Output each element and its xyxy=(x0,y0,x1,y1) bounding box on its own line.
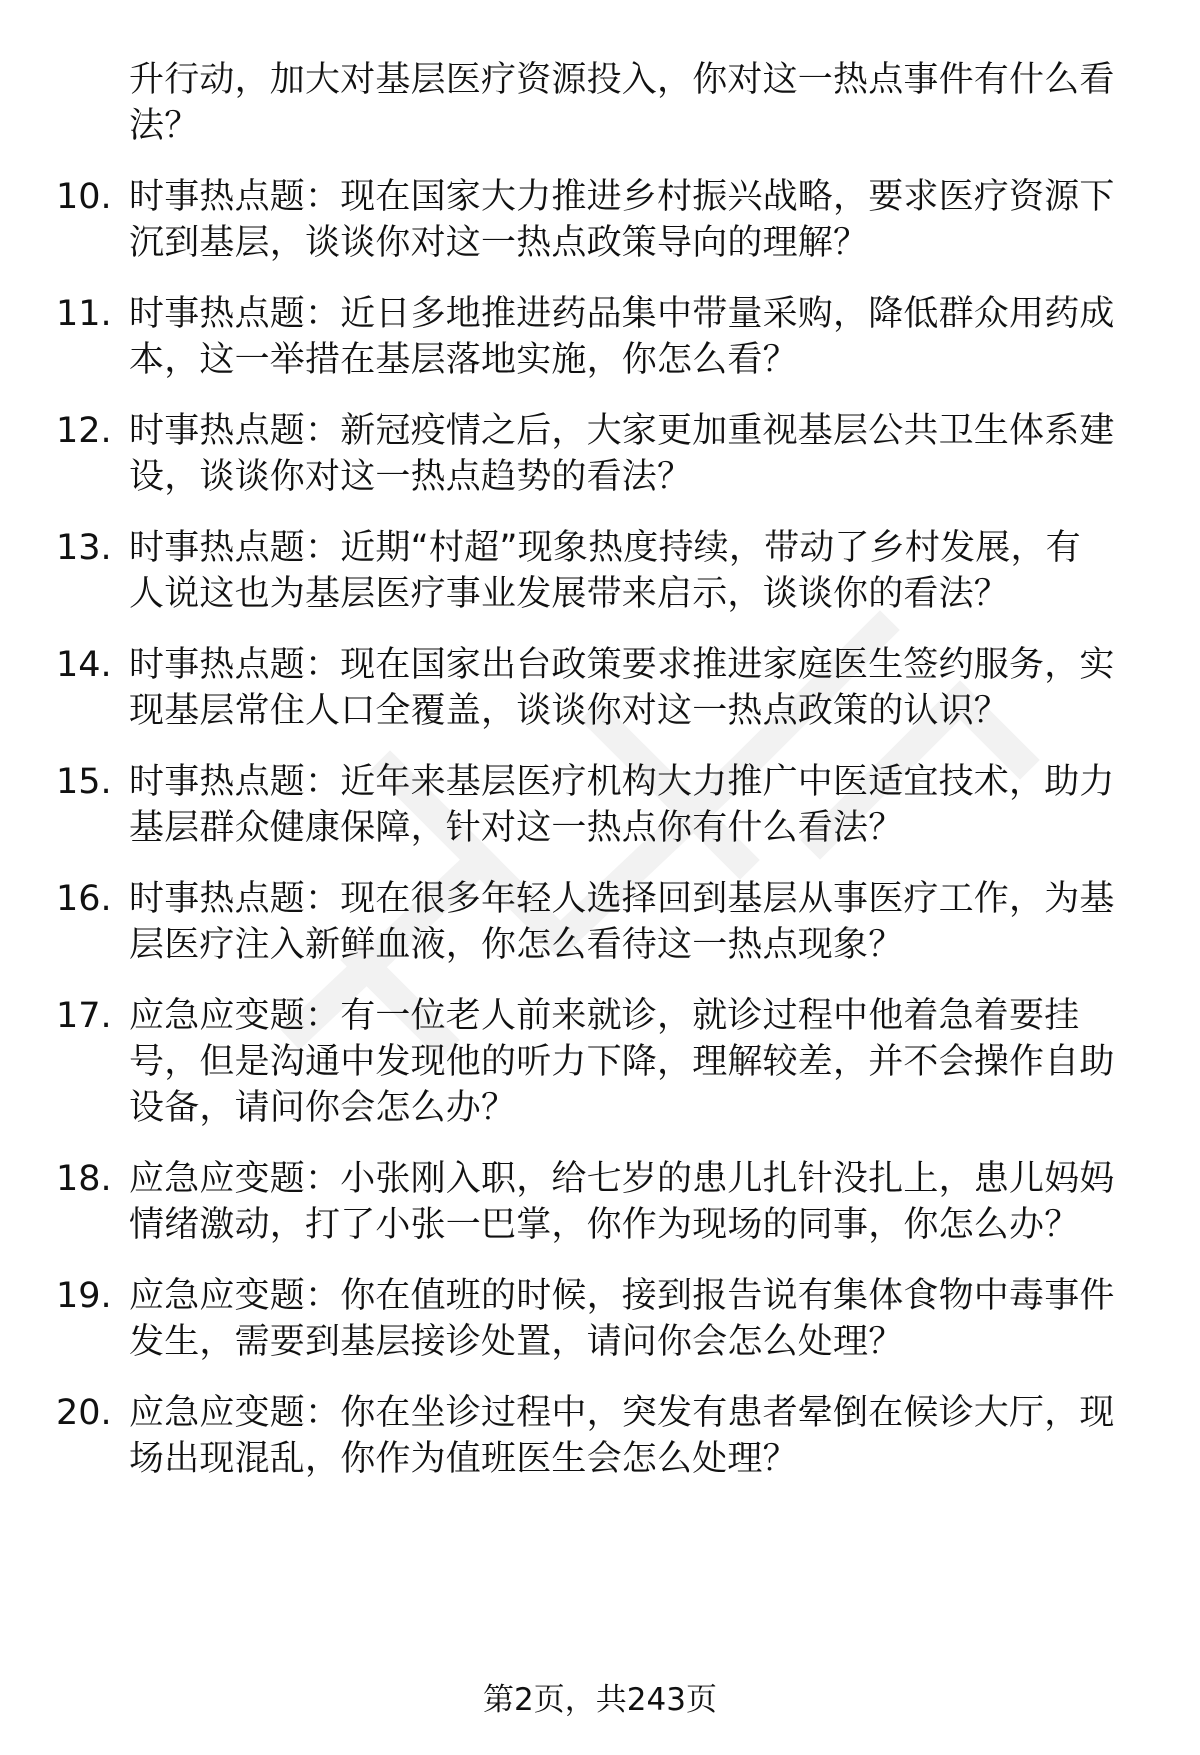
question-number: 18. xyxy=(56,1159,112,1199)
question-line: 时事热点题：现在国家大力推进乡村振兴战略，要求医疗资源下 xyxy=(129,177,1115,217)
question-line: 应急应变题：你在坐诊过程中，突发有患者晕倒在候诊大厅，现 xyxy=(129,1393,1115,1433)
question-line: 时事热点题：现在很多年轻人选择回到基层从事医疗工作，为基 xyxy=(129,879,1115,919)
question-line: 现基层常住人口全覆盖，谈谈你对这一热点政策的认识？ xyxy=(129,691,1010,731)
question-number: 15. xyxy=(56,762,112,802)
question-line: 人说这也为基层医疗事业发展带来启示，谈谈你的看法？ xyxy=(129,574,1010,614)
question-number: 10. xyxy=(56,177,112,217)
question-line: 应急应变题：你在值班的时候，接到报告说有集体食物中毒事件 xyxy=(129,1276,1115,1316)
question-number: 14. xyxy=(56,645,112,685)
question-number: 11. xyxy=(56,294,112,334)
question-line: 时事热点题：现在国家出台政策要求推进家庭医生签约服务，实 xyxy=(129,645,1115,685)
question-line: 基层群众健康保障，针对这一热点你有什么看法？ xyxy=(129,808,904,848)
question-line: 发生，需要到基层接诊处置，请问你会怎么处理？ xyxy=(129,1322,904,1362)
question-line: 场出现混乱，你作为值班医生会怎么处理？ xyxy=(129,1439,798,1479)
question-line: 应急应变题：有一位老人前来就诊，就诊过程中他着急着要挂 xyxy=(129,996,1080,1036)
question-line: 时事热点题：新冠疫情之后，大家更加重视基层公共卫生体系建 xyxy=(129,411,1115,451)
question-number: 16. xyxy=(56,879,112,919)
question-line: 时事热点题：近年来基层医疗机构大力推广中医适宜技术，助力 xyxy=(129,762,1115,802)
question-line: 时事热点题：近日多地推进药品集中带量采购，降低群众用药成 xyxy=(129,294,1115,334)
question-number: 12. xyxy=(56,411,112,451)
question-number: 13. xyxy=(56,528,112,568)
question-line: 沉到基层，谈谈你对这一热点政策导向的理解？ xyxy=(129,223,869,263)
question-line: 法？ xyxy=(129,106,200,146)
question-line: 号，但是沟通中发现他的听力下降，理解较差，并不会操作自助 xyxy=(129,1042,1115,1082)
question-number: 19. xyxy=(56,1276,112,1316)
question-line: 本，这一举措在基层落地实施，你怎么看？ xyxy=(129,340,798,380)
question-line: 设备，请问你会怎么办？ xyxy=(129,1088,517,1128)
page-indicator: 第2页，共243页 xyxy=(483,1682,717,1718)
question-line: 升行动，加大对基层医疗资源投入，你对这一热点事件有什么看 xyxy=(129,60,1115,100)
question-number: 20. xyxy=(56,1393,112,1433)
question-line: 设，谈谈你对这一热点趋势的看法？ xyxy=(129,457,693,497)
question-line: 情绪激动，打了小张一巴掌，你作为现场的同事，你怎么办？ xyxy=(129,1205,1080,1245)
question-line: 时事热点题：近期“村超”现象热度持续，带动了乡村发展，有 xyxy=(129,528,1081,568)
question-number: 17. xyxy=(56,996,112,1036)
question-line: 层医疗注入新鲜血液，你怎么看待这一热点现象？ xyxy=(129,925,904,965)
question-line: 应急应变题：小张刚入职，给七岁的患儿扎针没扎上，患儿妈妈 xyxy=(129,1159,1115,1199)
